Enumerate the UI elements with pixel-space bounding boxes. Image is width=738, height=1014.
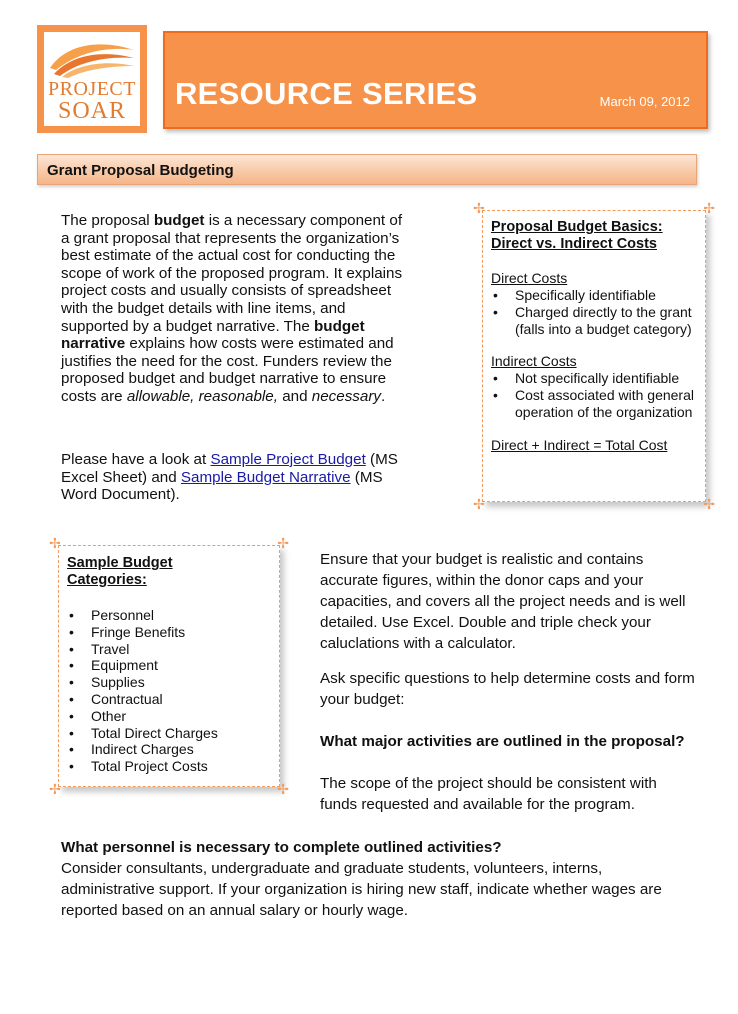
- indirect-costs-title: Indirect Costs: [491, 353, 577, 370]
- list-item: • Personnel: [67, 607, 275, 624]
- answer-major-activities: The scope of the project should be consistent with funds requested and available for the program.: [320, 775, 657, 813]
- links-text: (MS Excel Sheet) and: [61, 451, 398, 486]
- budget-basics-box: [473, 200, 715, 512]
- direct-costs-list: [491, 287, 701, 337]
- indirect-costs-list: [491, 370, 701, 420]
- links-text: Please have a look at: [61, 451, 211, 468]
- intro-text: is a necessary component of a grant proposal that represents the organization’s best estimate of the actual cost for conducting the scope of work of the proposed program. It explains project costs and usually consists of spreadsheet with the budget details with line items, and supported by a budget narrative. The: [61, 212, 403, 335]
- budget-advice-paragraph: Ensure that your budget is realistic and contains accurate figures, within the donor caps and your capacities, and covers all the project needs and is well detailed. Use Excel. Double and triple check your caluclations with a calculator.: [320, 551, 686, 652]
- sample-links-paragraph: [61, 451, 411, 504]
- list-item: • Equipment: [67, 657, 275, 674]
- sample-budget-narrative-link[interactable]: Sample Budget Narrative: [180, 468, 351, 486]
- intro-text: The proposal: [61, 212, 154, 229]
- banner-date: March 09, 2012: [599, 94, 690, 109]
- categories-heading-line1: Sample Budget: [67, 555, 173, 571]
- list-item: • Total Direct Charges: [67, 725, 275, 742]
- corner-mark: ✢: [703, 200, 715, 216]
- ask-questions-paragraph: Ask specific questions to help determine costs and form your budget:: [320, 670, 695, 708]
- corner-mark: ✢: [49, 781, 61, 797]
- section-header-bar: [37, 154, 697, 185]
- corner-mark: ✢: [473, 496, 485, 512]
- list-item: • Not specifically identifiable: [491, 370, 701, 387]
- corner-mark: ✢: [49, 535, 61, 551]
- list-item: • Specifically identifiable: [491, 287, 701, 304]
- list-item: • Indirect Charges: [67, 741, 275, 758]
- corner-mark: ✢: [277, 781, 289, 797]
- total-cost-formula: Direct + Indirect = Total Cost: [491, 436, 668, 453]
- list-item: • Contractual: [67, 691, 275, 708]
- basics-heading-line2: Direct vs. Indirect Costs: [491, 236, 657, 252]
- list-item: • Supplies: [67, 674, 275, 691]
- intro-text: .: [381, 387, 386, 405]
- basics-heading-line1: Proposal Budget Basics:: [491, 219, 663, 235]
- banner-title: RESOURCE SERIES: [175, 76, 478, 111]
- list-item: • Cost associated with general operation of the organization: [491, 387, 701, 421]
- header-banner: [163, 31, 708, 129]
- question-major-activities: What major activities are outlined in the proposal?: [320, 733, 685, 750]
- corner-mark: ✢: [277, 535, 289, 551]
- links-text: (MS Word Document).: [61, 468, 383, 504]
- list-item: • Charged directly to the grant (falls into a budget category): [491, 304, 701, 338]
- intro-paragraph: [61, 212, 411, 406]
- logo-text-line2: SOAR: [57, 98, 127, 124]
- list-item: • Fringe Benefits: [67, 624, 275, 641]
- categories-list: [67, 607, 275, 775]
- intro-text: explains how costs were estimated and justifies the need for the cost. Funders review the proposed budget and budget narrative to ensure costs are: [61, 335, 394, 405]
- intro-italic: allowable, reasonable,: [126, 387, 278, 405]
- corner-mark: ✢: [473, 200, 485, 216]
- list-item: • Travel: [67, 641, 275, 658]
- direct-costs-title: Direct Costs: [491, 270, 568, 286]
- answer-personnel: Consider consultants, undergraduate and graduate students, volunteers, interns, administrative support. If your organization is hiring new staff, indicate whether wages are reported based on an annual salary or hourly wage.: [61, 860, 662, 919]
- sample-project-budget-link[interactable]: Sample Project Budget: [210, 451, 366, 468]
- logo-swoosh-icon: [48, 38, 136, 78]
- budget-categories-box: [49, 535, 289, 797]
- logo-text-line1: PROJECT: [48, 78, 136, 100]
- intro-bold-budget-narrative: budget narrative: [61, 317, 365, 353]
- intro-bold-budget: budget: [153, 212, 205, 229]
- corner-mark: ✢: [703, 496, 715, 512]
- project-soar-logo: [37, 25, 147, 133]
- intro-italic: necessary: [311, 387, 381, 405]
- logo-inner: [44, 32, 140, 126]
- list-item: • Other: [67, 708, 275, 725]
- intro-text: and: [277, 387, 312, 405]
- categories-heading-line2: Categories:: [67, 572, 147, 588]
- list-item: • Total Project Costs: [67, 758, 275, 775]
- section-title: Grant Proposal Budgeting: [47, 162, 234, 179]
- question-personnel: What personnel is necessary to complete outlined activities?: [61, 839, 502, 856]
